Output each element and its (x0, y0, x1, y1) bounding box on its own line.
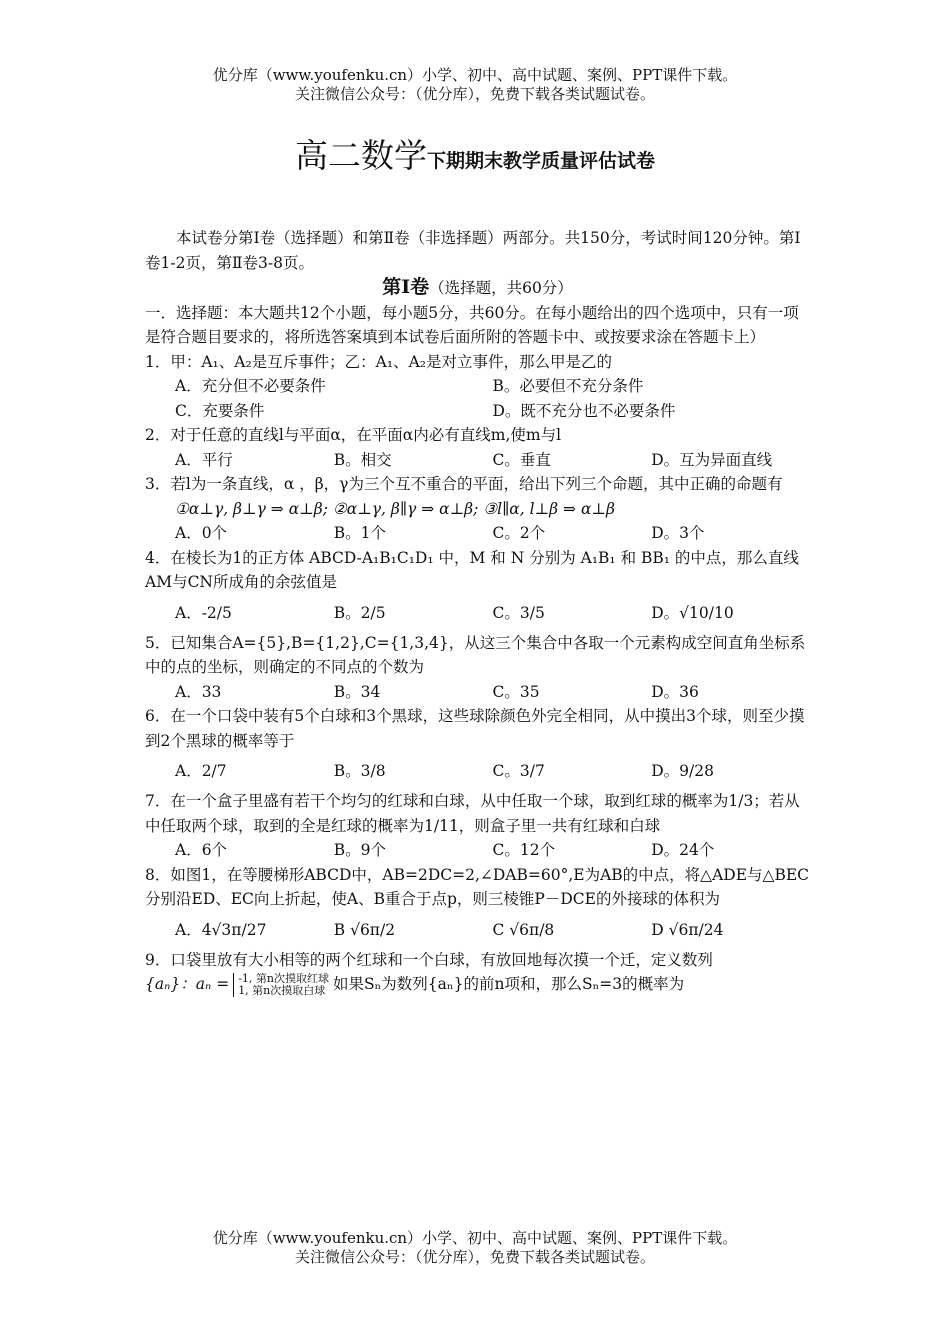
q3-options (145, 521, 810, 546)
q5-stem: 5．已知集合A={5},B={1,2},C={1,3,4}，从这三个集合中各取一个元素构成空间直角坐标系中的点的坐标，则确定的不同点的个数为 (145, 633, 806, 676)
q9-case-2: 1, 第n次摸取白球 (238, 984, 326, 997)
q8-options (145, 912, 810, 948)
page-title (0, 130, 950, 177)
q2-option-a: A．平行 (175, 450, 233, 469)
q6-option-d: D。9/28 (651, 762, 714, 780)
q5-option-b: B。34 (333, 682, 381, 701)
q2-option-c: C。垂直 (492, 450, 551, 469)
header-line-2: 关注微信公众号：（优分库），免费下载各类试题试卷。 (294, 85, 655, 103)
footer-line-1: 优分库（www.youfenku.cn）小学、初中、高中试题、案例、PPT课件下载。 (212, 1229, 738, 1247)
q6-options (145, 753, 810, 789)
q6-option-a: A．2/7 (175, 762, 227, 780)
section-note: （选择题，共60分） (429, 279, 573, 297)
q2-option-b: B。相交 (333, 450, 392, 469)
intro-paragraph: 本试卷分第Ⅰ卷（选择题）和第Ⅱ卷（非选择题）两部分。共150分，考试时间120分钟。第Ⅰ卷1-2页，第Ⅱ卷3-8页。 (145, 229, 801, 272)
q9-stem-a: 9．口袋里放有大小相等的两个红球和一个白球，有放回地每次摸一个迁，定义数列 (145, 950, 713, 969)
q7-options (145, 838, 810, 863)
q8-option-c: C √6π/8 (492, 920, 555, 939)
q3-stem: 3．若l为一条直线，α ，β，γ为三个互不重合的平面，给出下列三个命题，其中正确的命题有 (145, 475, 783, 493)
header-line-1: 优分库（www.youfenku.cn）小学、初中、高中试题、案例、PPT课件下载。 (212, 66, 738, 84)
q4-option-b: B。2/5 (333, 603, 386, 622)
q4-options (145, 595, 810, 631)
q3-option-c: C。2个 (492, 524, 546, 542)
q7-option-b: B。9个 (333, 841, 387, 859)
q5-option-c: C。35 (492, 682, 540, 701)
q4-option-d: D。√10/10 (651, 603, 734, 622)
q1-options-row1 (145, 374, 810, 399)
section-heading (145, 275, 810, 301)
q8-stem: 8．如图1，在等腰梯形ABCD中，AB=2DC=2,∠DAB=60°,E为AB的中点，将△ADE与△BEC分别沿ED、EC向上折起，使A、B重合于点p，则三棱锥P－DCE的外接球的体积为 (145, 865, 810, 908)
q5-option-a: A．33 (175, 682, 222, 701)
q9-cases (233, 973, 329, 997)
q1-stem: 1．甲：A₁、A₂是互斥事件；乙：A₁、A₂是对立事件，那么甲是乙的 (145, 352, 612, 371)
title-main: 高二数学 (294, 136, 427, 175)
q9-definition (145, 972, 810, 997)
q9-stem-b: 如果Sₙ为数列{aₙ}的前n项和，那么Sₙ=3的概率为 (332, 975, 685, 993)
q1-option-a: A．充分但不必要条件 (175, 377, 326, 395)
q7-option-a: A．6个 (175, 841, 228, 859)
q9-sequence: {aₙ}：aₙ = (145, 975, 230, 993)
q3-option-a: A．0个 (175, 524, 228, 542)
exam-body (145, 226, 810, 997)
footer-line-2: 关注微信公众号：（优分库），免费下载各类试题试卷。 (294, 1248, 655, 1266)
q9-case-1: -1, 第n次摸取红球 (238, 972, 329, 985)
title-sub: 下期期末教学质量评估试卷 (426, 150, 655, 172)
q3-propositions: ①α⊥γ, β⊥γ ⇒ α⊥β; ②α⊥γ, β∥γ ⇒ α⊥β; ③l∥α, l⊥β ⇒ α⊥β (175, 499, 615, 518)
q1-options-row2 (145, 399, 810, 424)
section-name: 第Ⅰ卷 (382, 276, 430, 298)
q8-option-b: B √6π/2 (333, 920, 396, 939)
q5-options (145, 680, 810, 705)
q7-stem: 7．在一个盒子里盛有若干个均匀的红球和白球，从中任取一个球，取到红球的概率为1/3；若从中任取两个球，取到的全是红球的概率为1/11，则盒子里一共有红球和白球 (145, 792, 800, 835)
q4-stem: 4．在棱长为1的正方体 ABCD-A₁B₁C₁D₁ 中，M 和 N 分别为 A₁B₁ 和 BB₁ 的中点，那么直线AM与CN所成角的余弦值是 (145, 548, 799, 591)
q1-option-d: D。既不充分也不必要条件 (492, 401, 676, 420)
q2-option-d: D。互为异面直线 (651, 450, 773, 469)
q1-option-b: B。必要但不充分条件 (492, 377, 644, 395)
q5-option-d: D。36 (651, 682, 699, 701)
q3-option-d: D。3个 (651, 524, 705, 542)
q8-option-a: A．4√3π/27 (175, 920, 267, 939)
q3-option-b: B。1个 (333, 524, 387, 542)
q1-option-c: C．充要条件 (175, 401, 265, 420)
instruction-paragraph: 一．选择题：本大题共12个小题，每小题5分，共60分。在每小题给出的四个选项中，只有一项是符合题目要求的，将所选答案填到本试卷后面所附的答题卡中、或按要求涂在答题卡上） (145, 303, 799, 346)
q2-stem: 2．对于任意的直线l与平面α，在平面α内必有直线m,使m与l (145, 426, 562, 444)
q7-option-c: C。12个 (492, 841, 556, 859)
q6-option-c: C。3/7 (492, 762, 545, 780)
q4-option-a: A．-2/5 (175, 603, 232, 622)
q4-option-c: C。3/5 (492, 603, 545, 622)
q6-option-b: B。3/8 (333, 762, 386, 780)
q2-options (145, 448, 810, 473)
q8-option-d: D √6π/24 (651, 920, 724, 939)
q6-stem: 6．在一个口袋中装有5个白球和3个黑球，这些球除颜色外完全相同，从中摸出3个球，则至少摸到2个黑球的概率等于 (145, 707, 805, 750)
q7-option-d: D。24个 (651, 841, 715, 859)
